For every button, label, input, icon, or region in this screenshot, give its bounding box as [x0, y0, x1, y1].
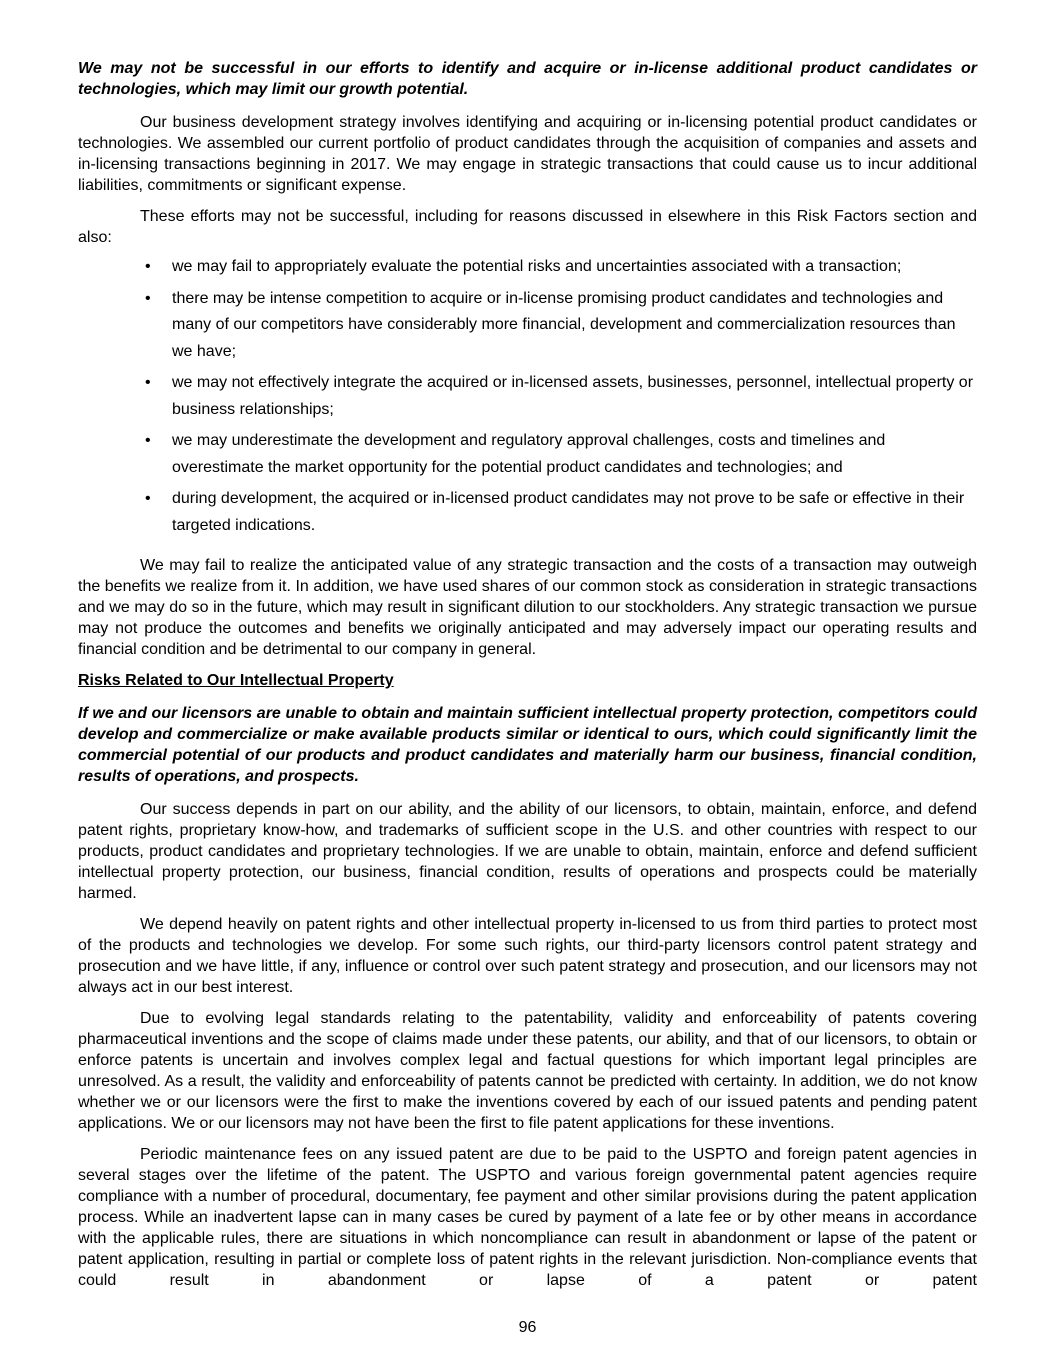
list-item: [145, 286, 977, 366]
bullet-icon: •: [145, 289, 151, 307]
bullet-text: we may not effectively integrate the acquired or in-licensed assets, businesses, personnel, intellectual property or business relationships;: [172, 374, 974, 418]
page-number: 96: [518, 1319, 537, 1336]
section-heading-intellectual-property: Risks Related to Our Intellectual Property: [78, 672, 394, 689]
list-item: [145, 428, 977, 481]
paragraph-success-depends: Our success depends in part on our ability, and the ability of our licensors, to obtain, maintain, enforce, and defend patent rights, proprietary know-how, and trademarks of sufficient scope in the U.S. and other countries with respect to our products, product candidates and proprietary technologies. If we are unable to obtain, maintain, enforce and defend sufficient intellectual property protection, our business, financial condition, results of operations and prospects could be materially harmed.: [78, 801, 977, 902]
bullet-icon: •: [145, 374, 151, 391]
list-item: [145, 254, 977, 281]
paragraph-strategic-transaction-value: We may fail to realize the anticipated value of any strategic transaction and the costs of a transaction may outweigh the benefits we realize from it. In addition, we have used shares of our common stock as consideration in strategic transactions and we may do so in the future, which may result in significant dilution to our stockholders. Any strategic transaction we pursue may not produce the outcomes and benefits we originally anticipated and may adversely impact our operating results and financial condition and be detrimental to our company in general.: [78, 557, 977, 658]
bullet-text: we may fail to appropriately evaluate the potential risks and uncertainties associated with a transaction;: [172, 258, 902, 275]
bullet-text: we may underestimate the development and regulatory approval challenges, costs and timelines and overestimate the market opportunity for the potential product candidates and technologies; and: [172, 432, 886, 476]
risk-heading-business-development: We may not be successful in our efforts to identify and acquire or in-license additional product candidates or technologies, which may limit our growth potential.: [78, 60, 977, 98]
bullet-text: during development, the acquired or in-licensed product candidates may not prove to be safe or effective in their targeted indications.: [172, 490, 965, 534]
bullet-list: [78, 254, 977, 539]
risk-heading-ip-protection: If we and our licensors are unable to obtain and maintain sufficient intellectual property protection, competitors could develop and commercialize or make available products similar or identical to ours, which could significantly limit the commercial potential of our products and product candidates and materially harm our business, financial condition, results of operations, and prospects.: [78, 705, 977, 785]
paragraph-business-development-strategy: Our business development strategy involves identifying and acquiring or in-licensing potential product candidates or technologies. We assembled our current portfolio of product candidates through the acquisition of companies and assets and in-licensing transactions beginning in 2017. We may engage in strategic transactions that could cause us to incur additional liabilities, commitments or significant expense.: [78, 114, 977, 194]
bullet-icon: •: [145, 258, 151, 275]
list-item: [145, 486, 977, 539]
bullet-icon: •: [145, 432, 151, 449]
paragraph-periodic-maintenance-fees: Periodic maintenance fees on any issued patent are due to be paid to the USPTO and foreign patent agencies in several stages over the lifetime of the patent. The USPTO and various foreign governmental patent agencies require compliance with a number of procedural, documentary, fee payment and other similar provisions during the patent application process. While an inadvertent lapse can in many cases be cured by payment of a late fee or by other means in accordance with the applicable rules, there are situations in which noncompliance can result in abandonment or lapse of the patent or patent application, resulting in partial or complete loss of patent rights in the relevant jurisdiction. Non-compliance events that could result in abandonment or lapse of a patent or patent: [78, 1146, 977, 1289]
bullet-text: there may be intense competition to acquire or in-license promising product candidates and technologies and many of our competitors have considerably more financial, development and commercialization resources than we have;: [172, 289, 956, 360]
paragraph-evolving-legal-standards: Due to evolving legal standards relating to the patentability, validity and enforceability of patents covering pharmaceutical inventions and the scope of claims made under these patents, our ability, and that of our licensors, to obtain or enforce patents is uncertain and involves complex legal and factual questions for which important legal principles are unresolved. As a result, the validity and enforceability of patents cannot be predicted with certainty. In addition, we do not know whether we or our licensors were the first to make the inventions covered by each of our issued patents and pending patent applications. We or our licensors may not have been the first to file patent applications for these inventions.: [78, 1010, 977, 1132]
list-item: [145, 370, 977, 423]
paragraph-efforts-intro: These efforts may not be successful, including for reasons discussed in elsewhere in this Risk Factors section and also:: [78, 208, 977, 246]
bullet-icon: •: [145, 490, 151, 507]
paragraph-depend-on-patent-rights: We depend heavily on patent rights and other intellectual property in-licensed to us from third parties to protect most of the products and technologies we develop. For some such rights, our third-party licensors control patent strategy and prosecution and we have little, if any, influence or control over such patent strategy and prosecution, and our licensors may not always act in our best interest.: [78, 916, 977, 996]
